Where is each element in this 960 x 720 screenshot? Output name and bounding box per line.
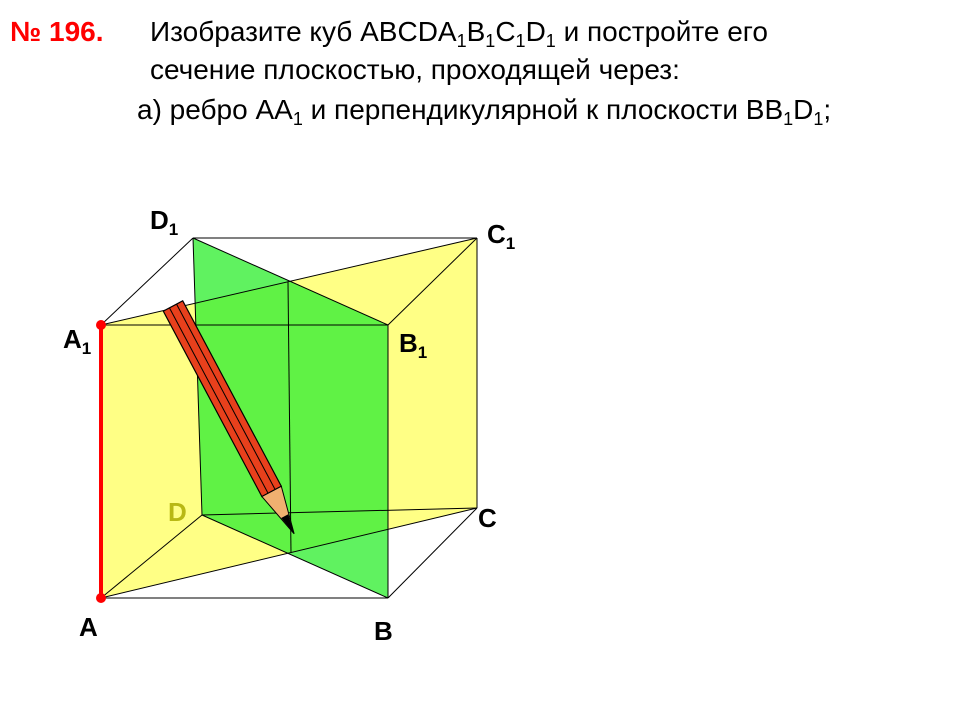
label-vertex-c: C	[478, 503, 497, 533]
point-a-dot	[96, 593, 106, 603]
label-vertex-b: B	[374, 616, 393, 646]
problem-text-line-3: а) ребро $AA_1$ и перпендикулярной к плоскости $BB_1D_1$;	[137, 94, 832, 129]
problem-text-line-2: сечение плоскостью, проходящей через:	[150, 54, 680, 85]
label-vertex-b1: $B_1$	[399, 328, 428, 362]
label-vertex-a1: $A_1$	[63, 324, 92, 358]
label-vertex-d1: $D_1$	[150, 205, 179, 239]
label-vertex-c1: $C_1$	[487, 219, 516, 253]
point-a1-dot	[96, 320, 106, 330]
problem-text-line-1: Изобразите куб $ABCDA_1B_1C_1D_1$ и постройте его	[150, 16, 768, 51]
label-vertex-a: A	[79, 612, 98, 642]
label-vertex-d: D	[168, 497, 187, 527]
problem-number: № 196.	[10, 16, 104, 47]
